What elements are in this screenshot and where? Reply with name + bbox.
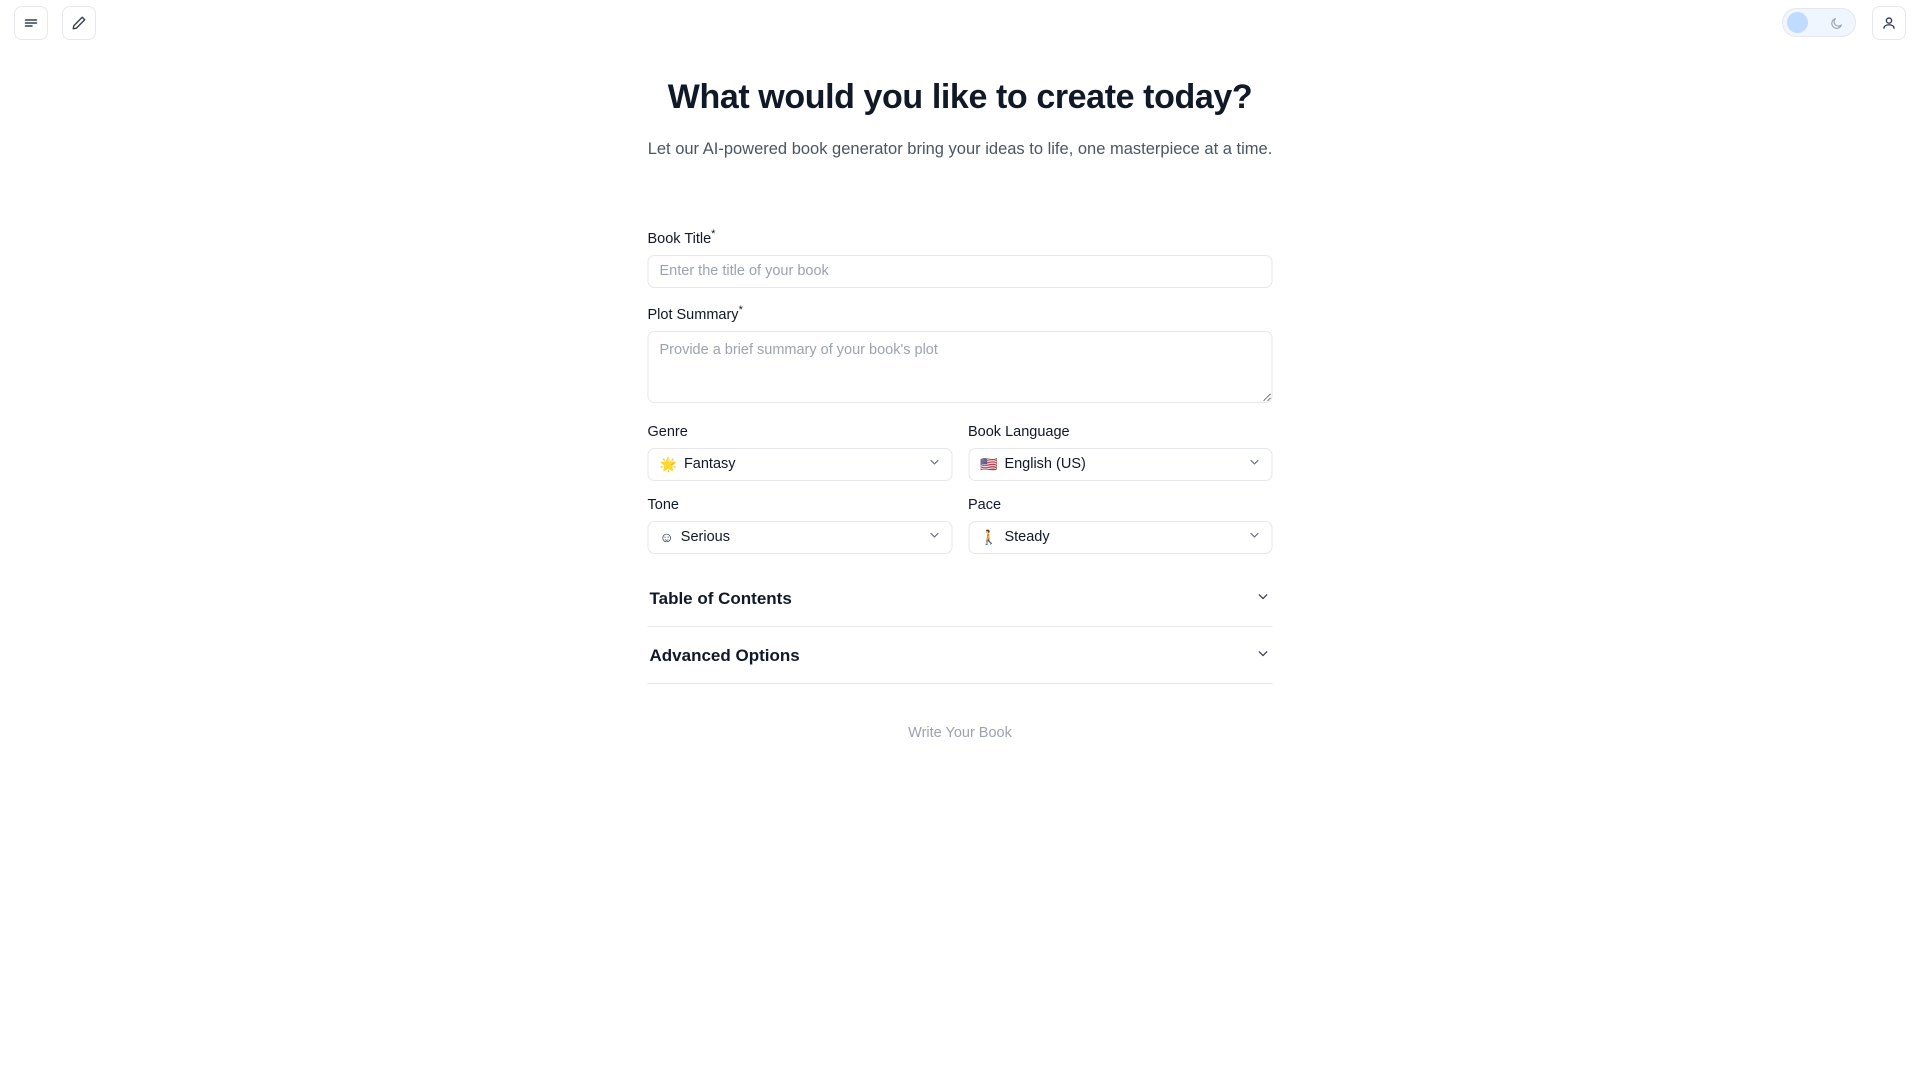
accordion-title: Table of Contents	[649, 588, 792, 608]
genre-label: Genre	[647, 423, 688, 440]
genre-field	[648, 424, 953, 481]
tone-select[interactable]	[648, 521, 953, 554]
accordion-advanced-options[interactable]	[648, 627, 1273, 684]
tone-pace-row	[648, 497, 1273, 554]
plot-summary-label	[648, 304, 1273, 323]
chevron-down-icon	[1256, 589, 1271, 609]
write-your-book-button[interactable]: Write Your Book	[898, 721, 1022, 745]
accordion-table-of-contents[interactable]	[648, 570, 1273, 627]
language-select[interactable]	[968, 448, 1273, 481]
pencil-icon	[71, 15, 87, 31]
chevron-down-icon	[927, 455, 941, 473]
menu-lines-icon	[23, 15, 39, 31]
book-title-label-text: Book Title	[647, 230, 712, 247]
plot-summary-field	[648, 304, 1273, 408]
book-title-input[interactable]	[648, 255, 1273, 288]
hero-section	[0, 78, 1920, 159]
top-bar	[0, 0, 1920, 52]
language-label: Book Language	[968, 423, 1070, 440]
genre-language-row	[648, 424, 1273, 481]
chevron-down-icon	[1248, 528, 1262, 546]
moon-icon	[1830, 16, 1844, 35]
theme-toggle[interactable]	[1782, 8, 1856, 37]
edit-button[interactable]	[62, 6, 96, 40]
tone-emoji-icon: ☺	[659, 529, 674, 546]
chevron-down-icon	[1248, 455, 1262, 473]
chevron-down-icon	[1256, 646, 1271, 666]
tone-field	[648, 497, 953, 554]
language-field	[968, 424, 1273, 481]
book-title-label	[648, 228, 1273, 247]
plot-summary-input[interactable]	[648, 331, 1273, 403]
page-title: What would you like to create today?	[667, 78, 1253, 116]
plot-summary-label-text: Plot Summary	[647, 306, 739, 323]
submit-row	[648, 721, 1273, 745]
theme-toggle-knob	[1787, 12, 1808, 33]
accordion-title: Advanced Options	[649, 645, 800, 665]
genre-emoji-icon: 🌟	[659, 455, 677, 472]
language-value: English (US)	[1004, 456, 1086, 473]
tone-value: Serious	[680, 529, 730, 546]
flag-icon: 🇺🇸	[980, 455, 998, 472]
genre-value: Fantasy	[683, 456, 736, 473]
book-creation-form	[648, 228, 1273, 745]
required-asterisk: *	[711, 228, 716, 240]
pace-label: Pace	[968, 496, 1002, 513]
page-subtitle: Let our AI-powered book generator bring your ideas to life, one masterpiece at a time.	[647, 140, 1273, 158]
tone-label: Tone	[647, 496, 679, 513]
book-title-field	[648, 228, 1273, 288]
pace-select[interactable]	[968, 521, 1273, 554]
genre-select[interactable]	[648, 448, 953, 481]
pace-field	[968, 497, 1273, 554]
menu-button[interactable]	[14, 6, 48, 40]
user-icon	[1881, 15, 1897, 31]
pace-emoji-icon: 🚶	[980, 528, 998, 545]
account-button[interactable]	[1872, 6, 1906, 40]
chevron-down-icon	[927, 528, 941, 546]
required-asterisk: *	[738, 303, 743, 316]
pace-value: Steady	[1004, 529, 1050, 546]
